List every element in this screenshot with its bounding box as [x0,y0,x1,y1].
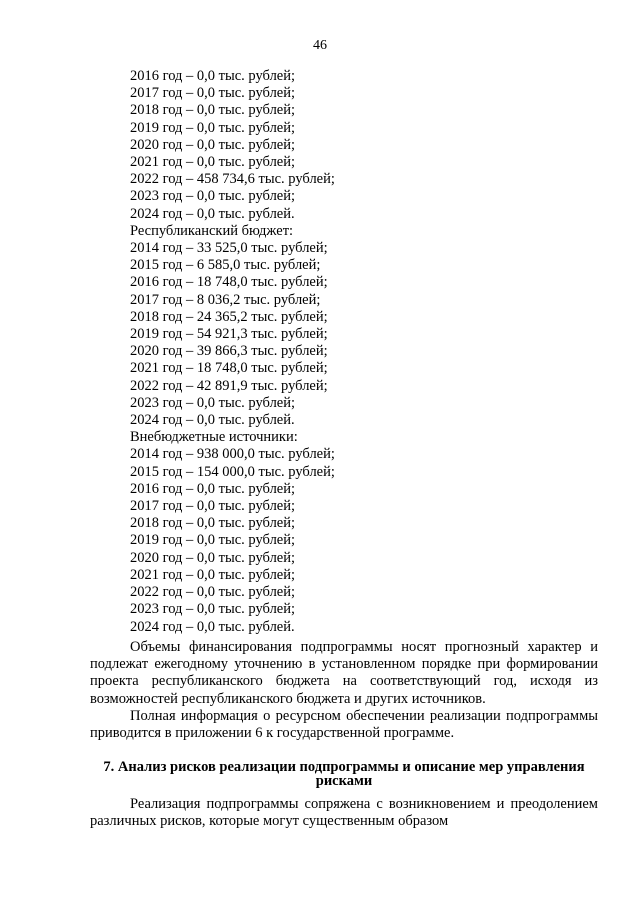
funding-line: 2015 год – 154 000,0 тыс. рублей; [130,463,335,480]
funding-line: 2018 год – 0,0 тыс. рублей; [130,102,296,119]
page-number: 46 [313,38,327,53]
funding-line: 2022 год – 0,0 тыс. рублей; [130,584,296,601]
funding-line: 2022 год – 458 734,6 тыс. рублей; [130,171,335,188]
funding-line: 2023 год – 0,0 тыс. рублей; [130,601,296,618]
funding-line: 2015 год – 6 585,0 тыс. рублей; [130,257,321,274]
funding-line: 2018 год – 0,0 тыс. рублей; [130,515,296,532]
funding-line: 2014 год – 938 000,0 тыс. рублей; [130,446,335,463]
funding-line: 2018 год – 24 365,2 тыс. рублей; [130,308,328,325]
funding-line: 2017 год – 0,0 тыс. рублей; [130,498,296,515]
paragraph-financing-volumes [90,639,598,708]
section-label-republican-budget: Республиканский бюджет: [130,222,294,239]
funding-line: 2023 год – 0,0 тыс. рублей; [130,188,296,205]
paragraph-risks [90,796,598,830]
funding-line: 2016 год – 0,0 тыс. рублей; [130,68,296,84]
funding-line: 2016 год – 18 748,0 тыс. рублей; [130,274,328,291]
paragraph-text: Полная информация о ресурсном обеспечении реализации подпрограммы приводится в приложении 6 к государственной программе. [90,708,598,742]
funding-line: 2023 год – 0,0 тыс. рублей; [130,394,296,411]
funding-line: 2016 год – 0,0 тыс. рублей; [130,480,296,497]
funding-line: 2017 год – 8 036,2 тыс. рублей; [130,291,321,308]
funding-line: 2017 год – 0,0 тыс. рублей; [130,85,296,102]
section-label-extrabudgetary: Внебюджетные источники: [130,429,298,446]
funding-line: 2024 год – 0,0 тыс. рублей. [130,205,295,222]
funding-line: 2019 год – 0,0 тыс. рублей; [130,119,296,136]
paragraph-text: Реализация подпрограммы сопряжена с возникновением и преодолением различных рисков, которые могут существенным образом [90,796,598,830]
funding-line: 2021 год – 18 748,0 тыс. рублей; [130,360,328,377]
paragraph-text: Объемы финансирования подпрограммы носят прогнозный характер и подлежат ежегодному уточнению в установленном порядке при формировании проекта республиканского бюджета на соответствующий год, исходя из возможностей республиканского бюджета и других источников. [90,639,598,707]
funding-line: 2024 год – 0,0 тыс. рублей. [130,618,295,635]
funding-line: 2014 год – 33 525,0 тыс. рублей; [130,240,328,257]
funding-line: 2020 год – 0,0 тыс. рублей; [130,549,296,566]
funding-line: 2024 год – 0,0 тыс. рублей. [130,412,295,429]
funding-line: 2019 год – 54 921,3 тыс. рублей; [130,326,328,343]
funding-list [130,68,610,636]
funding-line: 2021 год – 0,0 тыс. рублей; [130,566,296,583]
funding-line: 2019 год – 0,0 тыс. рублей; [130,532,296,549]
paragraph-resource-info [90,708,598,742]
funding-line: 2022 год – 42 891,9 тыс. рублей; [130,377,328,394]
funding-line: 2020 год – 0,0 тыс. рублей; [130,136,296,153]
section-heading: 7. Анализ рисков реализации подпрограммы и описание мер управления рисками [103,759,585,789]
funding-line: 2021 год – 0,0 тыс. рублей; [130,154,296,171]
funding-line: 2020 год – 39 866,3 тыс. рублей; [130,343,328,360]
